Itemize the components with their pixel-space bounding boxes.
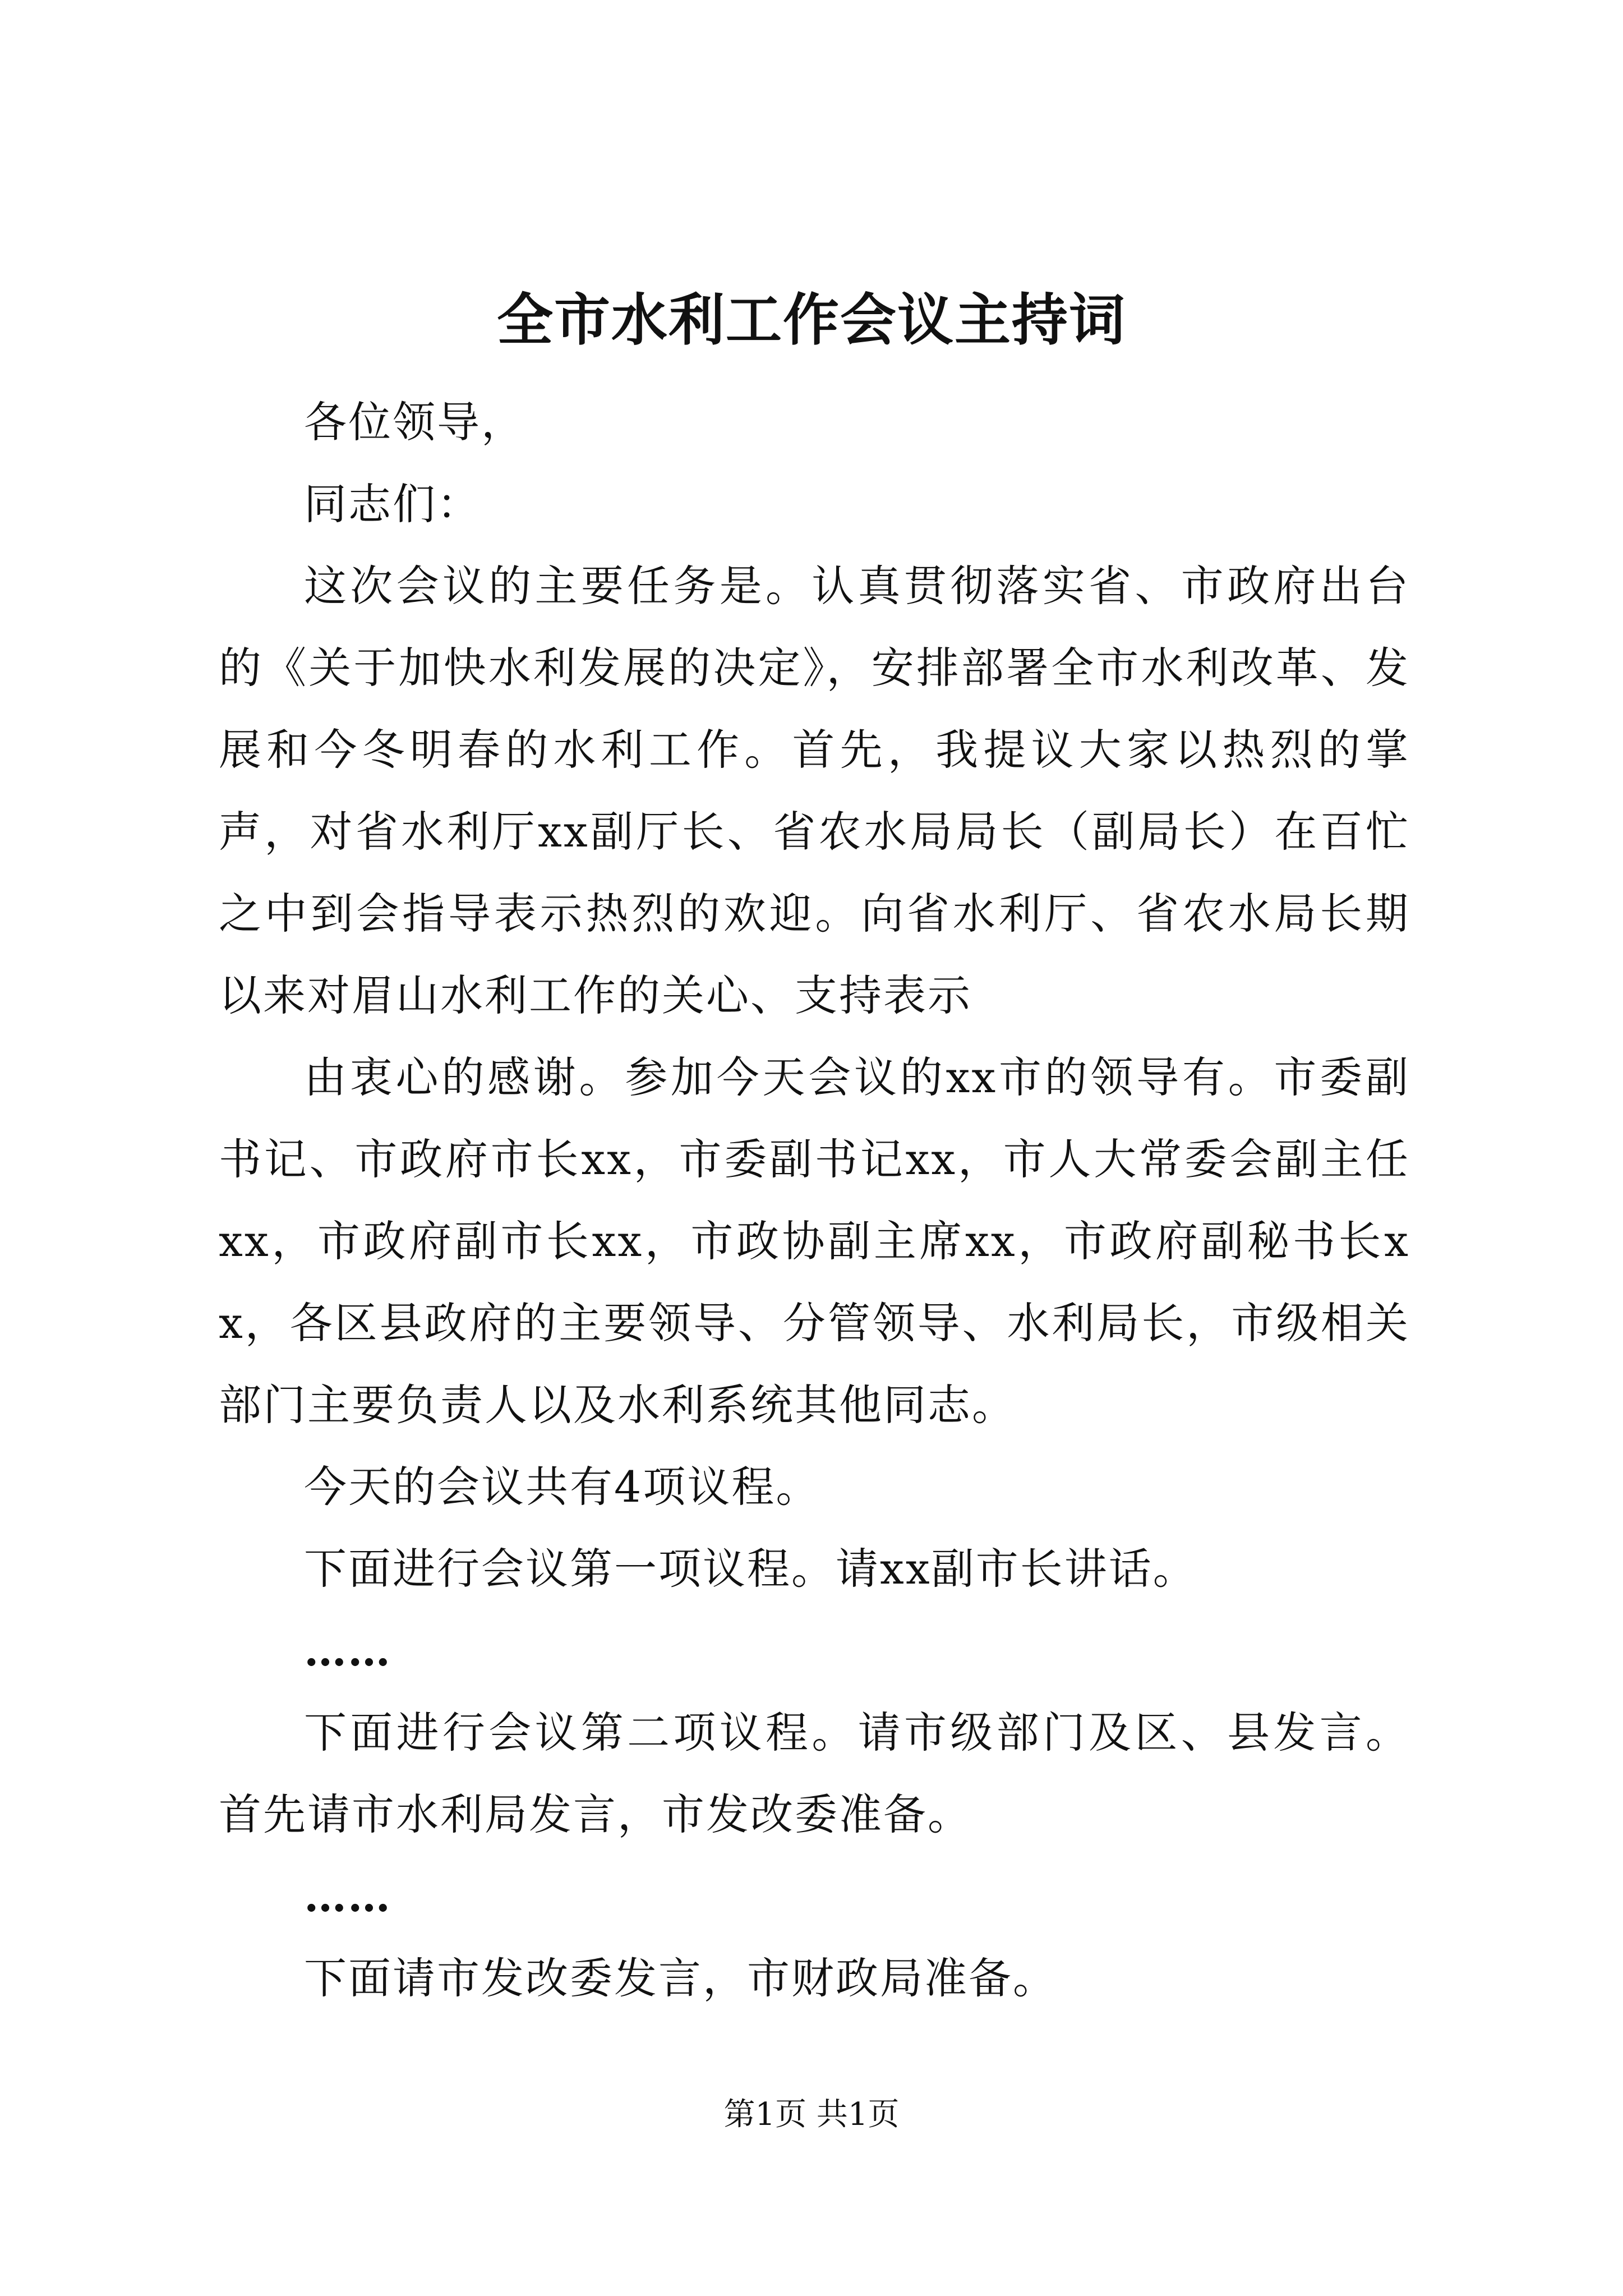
paragraph-agenda-item-2: 下面进行会议第二项议程。请市级部门及区、县发言。首先请市水利局发言，市发改委准备。 (219, 1708, 1410, 1839)
paragraph-agenda-count: 今天的会议共有4项议程。 (304, 1462, 820, 1512)
paragraph-attendees: 由衷心的感谢。参加今天会议的xx市的领导有。市委副书记、市政府市长xx，市委副书记xx，市人大常委会副主任xx，市政府副市长xx，市政协副主席xx，市政府副秘书长xx，各区县政府的主要领导、分管领导、水利局长，市级相关部门主要负责人以及水利系统其他同志。 (219, 1052, 1410, 1430)
salutation-leaders: 各位领导， (304, 397, 525, 447)
document-body (219, 381, 1410, 2019)
paragraph-meeting-task: 这次会议的主要任务是。认真贯彻落实省、市政府出台的《关于加快水利发展的决定》，安排部署全市水利改革、发展和今冬明春的水利工作。首先，我提议大家以热烈的掌声，对省水利厅xx副厅长、省农水局局长（副局长）在百忙之中到会指导表示热烈的欢迎。向省水利厅、省农水局长期以来对眉山水利工作的关心、支持表示 (219, 561, 1410, 1020)
paragraph-agenda-item-1: 下面进行会议第一项议程。请xx副市长讲话。 (304, 1544, 1197, 1594)
ellipsis-2: …… (304, 1871, 391, 1921)
document-title: 全市水利工作会议主持词 (497, 287, 1126, 353)
page-number-footer: 第1页 共1页 (723, 2096, 900, 2133)
ellipsis-1: …… (304, 1626, 391, 1676)
salutation-comrades: 同志们： (304, 479, 481, 529)
paragraph-finance-bureau: 下面请市发改委发言，市财政局准备。 (304, 1953, 1057, 2003)
